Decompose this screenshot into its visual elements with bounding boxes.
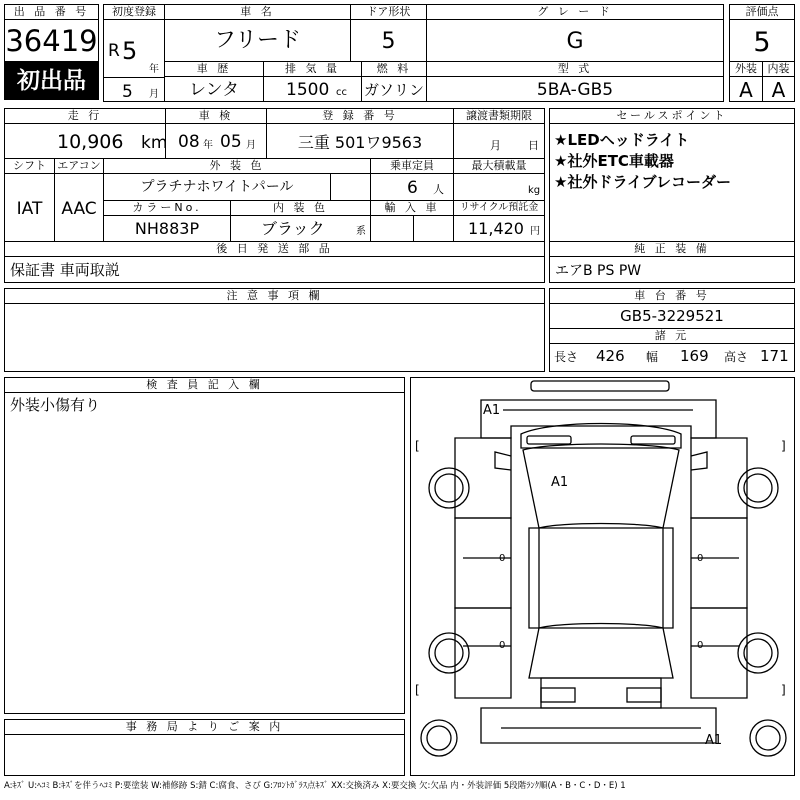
bracket-left-top: [ bbox=[415, 439, 420, 453]
displacement-cell bbox=[263, 61, 362, 102]
max-load-cell bbox=[453, 158, 545, 201]
zero-mark: 0 bbox=[697, 640, 704, 651]
height-value: 171 bbox=[760, 347, 789, 365]
mileage-value: 10,906 bbox=[57, 131, 124, 153]
fuel-value: ガソリン bbox=[363, 81, 424, 99]
inspection-month-unit: 月 bbox=[246, 140, 256, 151]
era-label: R bbox=[108, 41, 120, 61]
score-label: 評価点 bbox=[730, 5, 794, 20]
bracket-right-top: ] bbox=[781, 439, 786, 453]
history-label: 車 歴 bbox=[165, 62, 263, 77]
first-reg-month: 5 bbox=[122, 82, 133, 102]
vehicle-diagram-drawing bbox=[411, 378, 796, 777]
selling-point-item: ★社外ETC車載器 bbox=[554, 152, 674, 170]
inspection-year: 08 bbox=[178, 132, 200, 152]
import-label: 輸 入 車 bbox=[371, 201, 453, 216]
displacement-unit: cc bbox=[336, 87, 347, 98]
inspection-cell bbox=[165, 108, 267, 159]
history-value: レンタ bbox=[189, 80, 239, 100]
capacity-unit: 人 bbox=[433, 183, 444, 196]
inspector-note: 外装小傷有り bbox=[10, 396, 101, 414]
aircon-value: AAC bbox=[61, 199, 97, 219]
exterior-color-value: プラチナホワイトパール bbox=[140, 179, 294, 195]
interior-color-cell bbox=[230, 200, 371, 242]
damage-mark-front: A1 bbox=[483, 403, 501, 418]
inspector-box bbox=[4, 377, 405, 714]
chassis-box bbox=[549, 288, 795, 372]
door-label: ドア形状 bbox=[351, 5, 426, 20]
grade-label: グ レ ー ド bbox=[427, 5, 723, 20]
displacement-value: 1500 bbox=[286, 80, 330, 100]
interior-grade-cell bbox=[762, 61, 795, 102]
transfer-deadline-cell bbox=[453, 108, 545, 159]
later-parts-box bbox=[4, 241, 545, 283]
damage-mark-windshield: A1 bbox=[551, 475, 569, 490]
recycle-value: 11,420 bbox=[468, 219, 524, 238]
transfer-day-unit: 日 bbox=[528, 139, 539, 152]
interior-grade-label: 内装 bbox=[763, 62, 794, 77]
capacity-cell bbox=[370, 158, 454, 201]
first-registration-label: 初度登録 bbox=[104, 5, 164, 20]
model-value: 5BA-GB5 bbox=[536, 80, 614, 100]
exterior-color-cell bbox=[103, 158, 371, 201]
door-value: 5 bbox=[381, 29, 396, 54]
import-cell bbox=[370, 200, 454, 242]
genuine-equipment-value: エアB PS PW bbox=[555, 263, 642, 279]
length-value: 426 bbox=[596, 347, 625, 365]
transfer-deadline-label: 譲渡書類期限 bbox=[454, 109, 544, 124]
notes-label: 注 意 事 項 欄 bbox=[5, 289, 544, 304]
zero-mark: 0 bbox=[697, 553, 704, 564]
recycle-label: リサイクル預託金 bbox=[454, 201, 544, 216]
lot-number: 36419 bbox=[5, 24, 98, 58]
color-number-label: カラーNo. bbox=[104, 201, 230, 216]
bracket-right-bottom: ] bbox=[781, 683, 786, 697]
door-cell bbox=[350, 4, 427, 62]
car-name-label: 車 名 bbox=[165, 5, 350, 20]
length-label: 長さ bbox=[554, 350, 579, 364]
registration-number-cell bbox=[266, 108, 454, 159]
mileage-cell bbox=[4, 108, 166, 159]
first-registration-cell bbox=[103, 4, 165, 102]
genuine-equipment-label: 純 正 装 備 bbox=[550, 242, 794, 257]
aircon-label: エアコン bbox=[55, 159, 103, 174]
first-reg-year: 5 bbox=[122, 37, 138, 65]
registration-number-label: 登 録 番 号 bbox=[267, 109, 453, 124]
grade-value: G bbox=[566, 29, 584, 54]
first-listing-badge bbox=[4, 62, 99, 100]
interior-color-unit: 系 bbox=[356, 226, 366, 237]
exterior-grade-value: A bbox=[739, 78, 753, 102]
lot-number-label: 出 品 番 号 bbox=[5, 5, 98, 20]
zero-mark: 0 bbox=[499, 553, 506, 564]
transfer-month-unit: 月 bbox=[490, 139, 501, 152]
office-box bbox=[4, 719, 405, 776]
width-label: 幅 bbox=[646, 350, 659, 364]
inspection-month: 05 bbox=[220, 132, 242, 152]
history-cell bbox=[164, 61, 264, 102]
max-load-label: 最大積載量 bbox=[454, 159, 544, 174]
bracket-left-bottom: [ bbox=[415, 683, 420, 697]
exterior-grade-cell bbox=[729, 61, 763, 102]
height-label: 高さ bbox=[724, 350, 749, 364]
first-listing-text: 初出品 bbox=[17, 68, 86, 94]
recycle-cell bbox=[453, 200, 545, 242]
car-name: フリード bbox=[213, 28, 302, 53]
shift-cell bbox=[4, 158, 55, 242]
recycle-unit: 円 bbox=[530, 226, 540, 237]
aircon-cell bbox=[54, 158, 104, 242]
legend-text: A:ｷｽﾞ U:ﾍｺﾐ B:ｷｽﾞを伴うﾍｺﾐ P:要塗装 W:補修跡 S:錆 C:腐食、さび G:ﾌﾛﾝﾄｶﾞﾗｽ点ｷｽﾞ XX:交換済み X:要交換 欠:欠品 内・外装評価 5段階ﾗﾝｸ順(A・B・C・D・E) 1 bbox=[4, 781, 626, 791]
inspection-year-unit: 年 bbox=[203, 140, 213, 151]
car-name-cell bbox=[164, 4, 351, 62]
width-value: 169 bbox=[680, 347, 709, 365]
interior-grade-value: A bbox=[771, 78, 786, 102]
year-unit: 年 bbox=[149, 64, 159, 75]
genuine-equipment-box bbox=[549, 241, 795, 283]
interior-color-label: 内 装 色 bbox=[231, 201, 370, 216]
selling-point-item: ★社外ドライブレコーダー bbox=[554, 173, 731, 191]
damage-mark-rear: A1 bbox=[705, 733, 723, 748]
shift-label: シフト bbox=[5, 159, 54, 174]
vehicle-diagram bbox=[410, 377, 795, 776]
model-label: 型 式 bbox=[427, 62, 723, 77]
inspection-label: 車 検 bbox=[166, 109, 266, 124]
zero-mark: 0 bbox=[499, 640, 506, 651]
interior-color-value: ブラック bbox=[261, 219, 325, 238]
model-cell bbox=[426, 61, 724, 102]
chassis-label: 車 台 番 号 bbox=[550, 289, 794, 304]
lot-number-cell bbox=[4, 4, 99, 62]
specs-label: 諸 元 bbox=[550, 328, 794, 344]
capacity-value: 6 bbox=[407, 178, 418, 198]
registration-number: 三重 501ワ9563 bbox=[297, 133, 423, 152]
exterior-color-label: 外 装 色 bbox=[104, 159, 370, 174]
inspector-label: 検 査 員 記 入 欄 bbox=[5, 378, 404, 393]
mileage-unit: km bbox=[141, 133, 168, 153]
capacity-label: 乗車定員 bbox=[371, 159, 453, 174]
displacement-label: 排 気 量 bbox=[264, 62, 361, 77]
color-number: NH883P bbox=[134, 219, 200, 238]
selling-point-item: ★LEDヘッドライト bbox=[554, 131, 690, 149]
exterior-grade-label: 外装 bbox=[730, 62, 762, 77]
grade-cell bbox=[426, 4, 724, 62]
chassis-number: GB5-3229521 bbox=[620, 307, 724, 325]
fuel-cell bbox=[361, 61, 427, 102]
mileage-label: 走 行 bbox=[5, 109, 165, 124]
max-load-unit: kg bbox=[528, 185, 541, 196]
notes-box bbox=[4, 288, 545, 372]
later-parts-label: 後 日 発 送 部 品 bbox=[5, 242, 544, 257]
month-unit: 月 bbox=[149, 89, 159, 100]
score-value: 5 bbox=[753, 27, 771, 58]
later-parts-value: 保証書 車両取説 bbox=[10, 261, 120, 279]
color-number-cell bbox=[103, 200, 231, 242]
selling-points-label: セールスポイント bbox=[550, 109, 794, 124]
shift-value: IAT bbox=[16, 199, 43, 219]
score-cell bbox=[729, 4, 795, 62]
fuel-label: 燃 料 bbox=[362, 62, 426, 77]
office-label: 事 務 局 よ り ご 案 内 bbox=[5, 720, 404, 735]
